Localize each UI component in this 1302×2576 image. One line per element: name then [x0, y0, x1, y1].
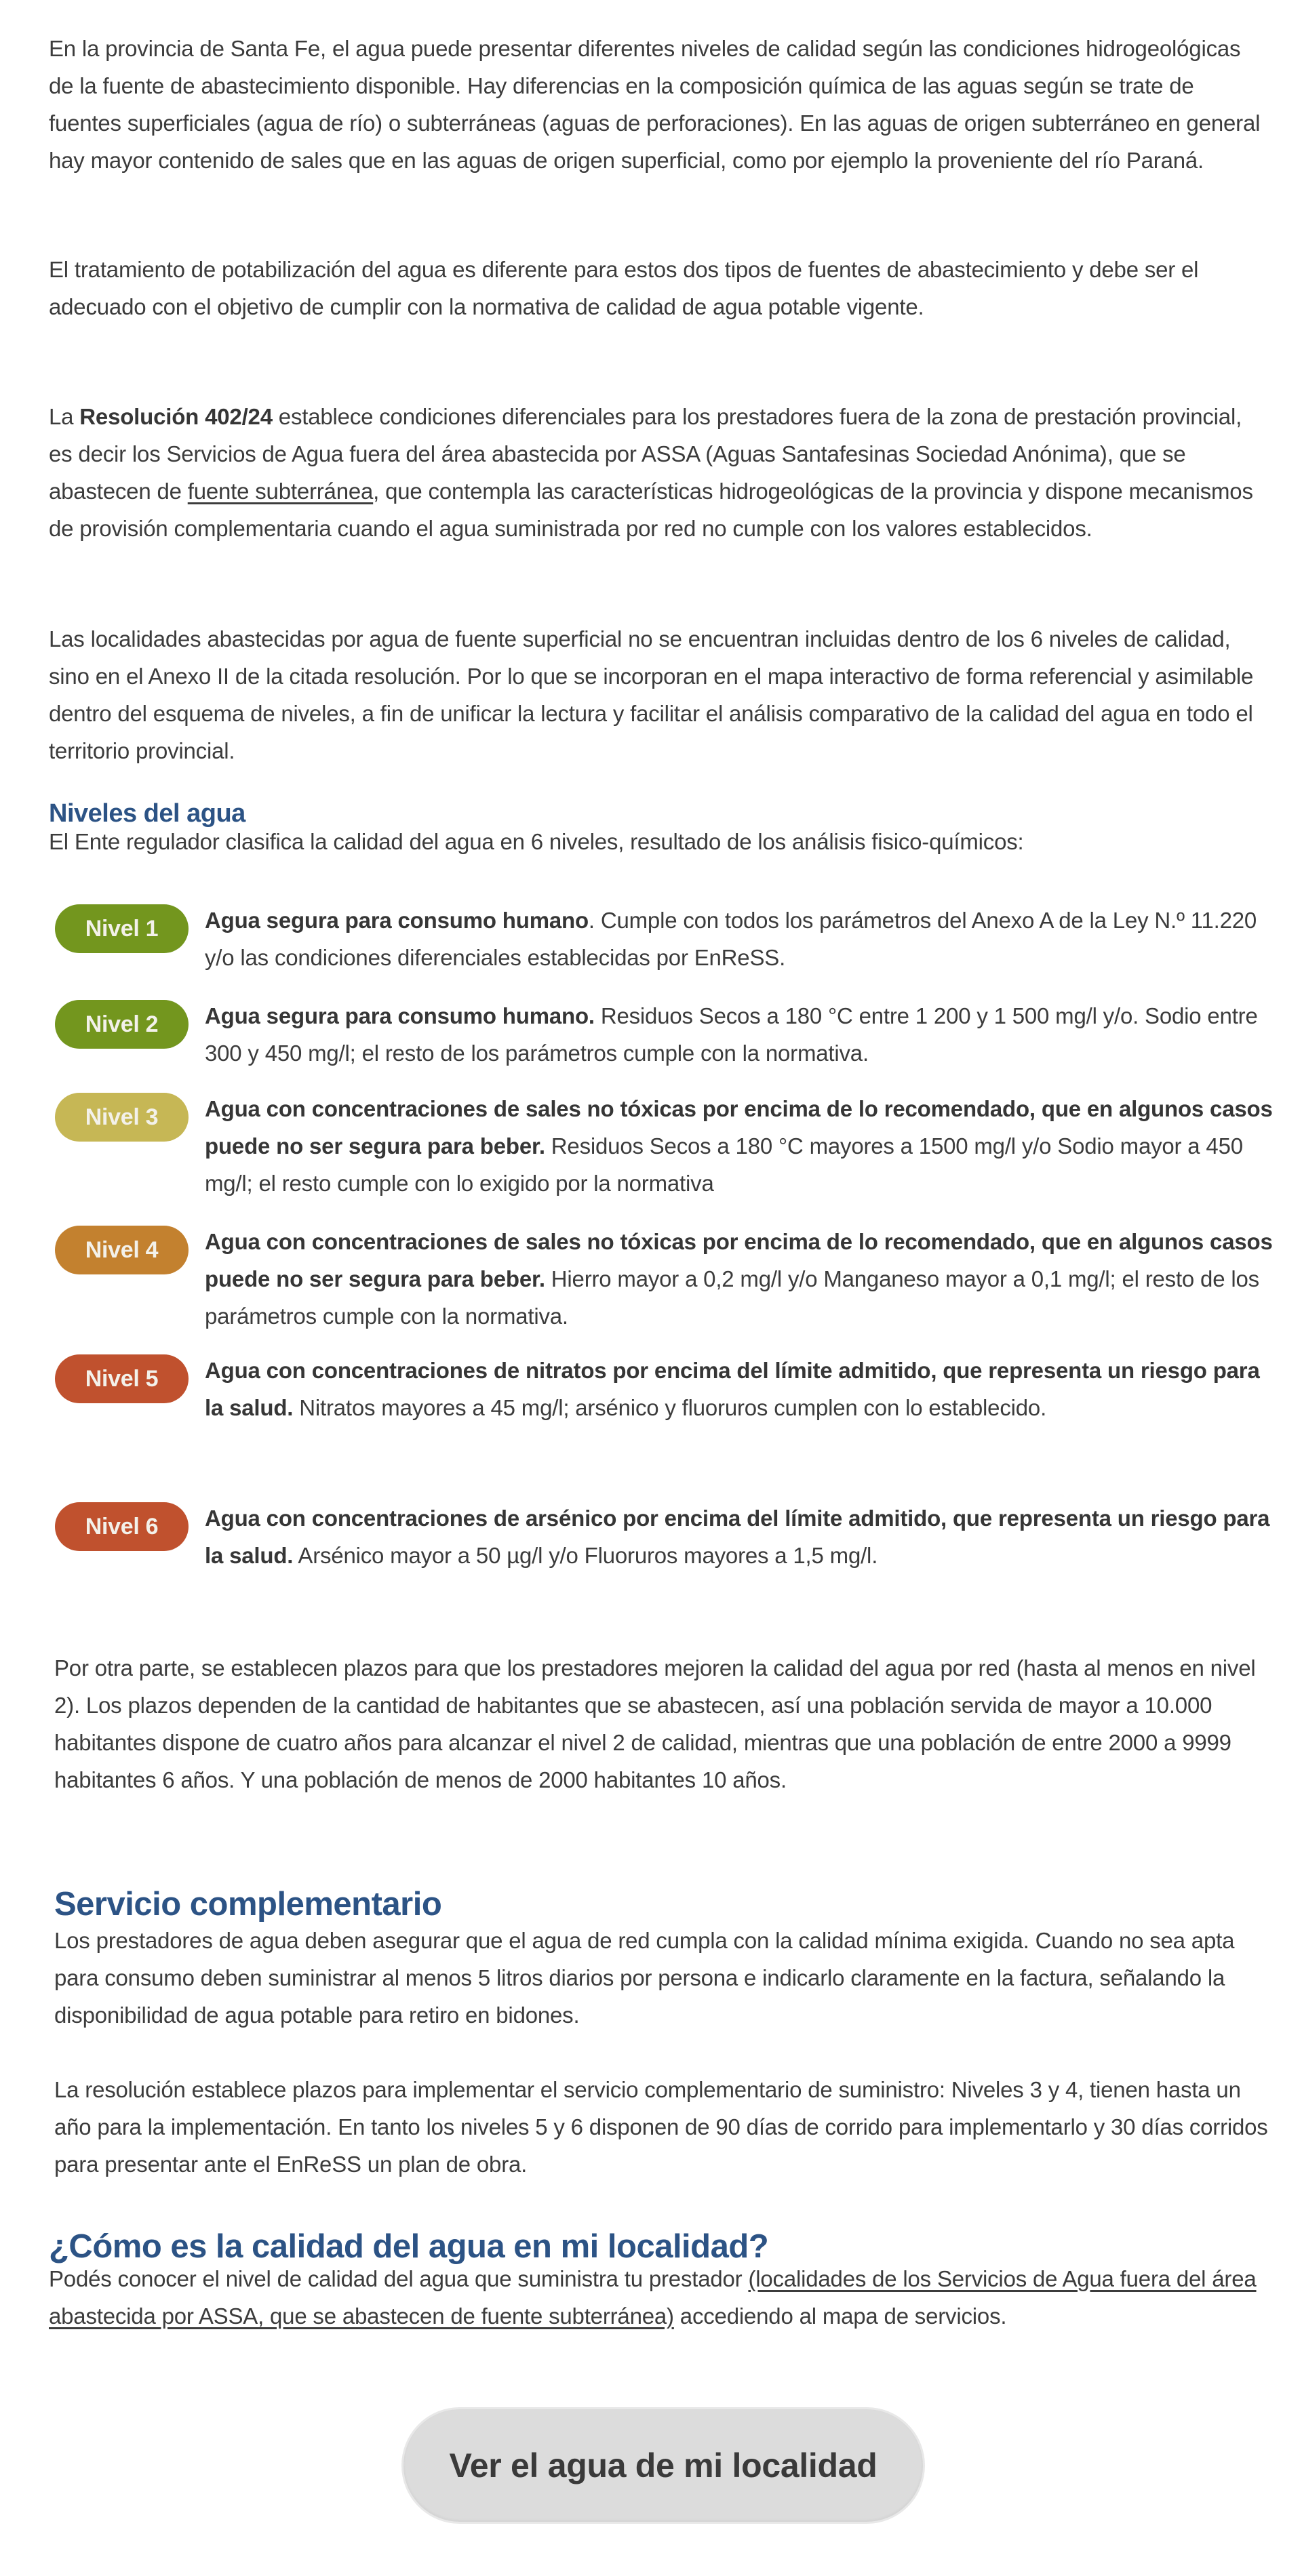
- resolution-paragraph: [49, 398, 1269, 547]
- level-description: [205, 902, 1273, 976]
- ver-agua-localidad-button[interactable]: Ver el agua de mi localidad: [401, 2407, 925, 2524]
- level-description: [205, 1352, 1273, 1426]
- localidades-servicios-link[interactable]: (localidades de los Servicios de Agua fuera del área abastecida por ASSA, que se abastecen de fuente subterránea): [49, 2266, 1257, 2329]
- level-detail: Residuos Secos a 180 °C entre 1 200 y 1 500 mg/l y/o. Sodio entre 300 y 450 mg/l; el resto de los parámetros cumple con la normativa.: [205, 1003, 1258, 1066]
- level-detail: Hierro mayor a 0,2 mg/l y/o Manganeso mayor a 0,1 mg/l; el resto de los parámetros cumple con la normativa.: [205, 1266, 1259, 1329]
- level-title: Agua con concentraciones de sales no tóxicas por encima de lo recomendado, que en algunos casos puede no ser segura para beber.: [205, 1096, 1273, 1159]
- localidad-heading: ¿Cómo es la calidad del agua en mi localidad?: [49, 2228, 769, 2265]
- level-title: Agua segura para consumo humano.: [205, 1003, 595, 1028]
- level-detail: Residuos Secos a 180 °C mayores a 1500 mg/l y/o Sodio mayor a 450 mg/l; el resto cumple con lo exigido por la normativa: [205, 1133, 1243, 1196]
- resolution-post: , que contempla las características hidrogeológicas de la provincia y dispone mecanismos de provisión complementaria cuando el agua suministrada por red no cumple con los valores establecidos.: [49, 479, 1253, 541]
- niveles-heading: Niveles del agua: [49, 799, 245, 828]
- level-title: Agua con concentraciones de nitratos por encima del límite admitido, que representa un riesgo para la salud.: [205, 1358, 1260, 1420]
- level-detail: . Cumple con todos los parámetros del Anexo A de la Ley N.º 11.220 y/o las condiciones diferenciales establecidas por EnReSS.: [205, 908, 1257, 970]
- resolution-name: Resolución 402/24: [79, 404, 273, 429]
- level-description: [205, 1500, 1273, 1574]
- servicio-paragraph-2: La resolución establece plazos para implementar el servicio complementario de suministro: Niveles 3 y 4, tienen hasta un año para la implementación. En tanto los niveles 5 y 6 disponen de 90 días de corrido para implementarlo y 30 días corridos para presentar ante el EnReSS un plan de obra.: [54, 2077, 1268, 2177]
- level-title: Agua con concentraciones de arsénico por encima del límite admitido, que representa un riesgo para la salud.: [205, 1506, 1270, 1568]
- level-badge: Nivel 4: [55, 1226, 189, 1274]
- localidad-pre: Podés conocer el nivel de calidad del agua que suministra tu prestador: [49, 2266, 749, 2291]
- level-description: [205, 1223, 1273, 1335]
- level-badge: Nivel 1: [55, 904, 189, 953]
- fuente-subterranea-link[interactable]: fuente subterránea: [187, 479, 374, 504]
- level-badge: Nivel 5: [55, 1354, 189, 1403]
- niveles-intro: El Ente regulador clasifica la calidad del agua en 6 niveles, resultado de los análisis fisico-químicos:: [49, 829, 1024, 854]
- servicio-paragraph-1: Los prestadores de agua deben asegurar que el agua de red cumpla con la calidad mínima exigida. Cuando no sea apta para consumo deben suministrar al menos 5 litros diarios por persona e indicarlo claramente en la factura, señalando la disponibilidad de agua potable para retiro en bidones.: [54, 1928, 1235, 2028]
- level-badge: Nivel 6: [55, 1502, 189, 1551]
- level-badge: Nivel 3: [55, 1093, 189, 1142]
- level-title: Agua segura para consumo humano: [205, 908, 589, 933]
- intro-paragraph-2: El tratamiento de potabilización del agua es diferente para estos dos tipos de fuentes de abastecimiento y debe ser el adecuado con el objetivo de cumplir con la normativa de calidad de agua potable vigente.: [49, 257, 1199, 319]
- intro-paragraph-1: En la provincia de Santa Fe, el agua puede presentar diferentes niveles de calidad según las condiciones hidrogeológicas de la fuente de abastecimiento disponible. Hay diferencias en la composición química de las aguas según se trate de fuentes superficiales (agua de río) o subterráneas (aguas de perforaciones). En las aguas de origen subterráneo en general hay mayor contenido de sales que en las aguas de origen superficial, como por ejemplo la proveniente del río Paraná.: [49, 36, 1261, 173]
- localidad-post: accediendo al mapa de servicios.: [673, 2303, 1007, 2329]
- servicio-heading: Servicio complementario: [54, 1886, 442, 1923]
- level-detail: Arsénico mayor a 50 µg/l y/o Fluoruros mayores a 1,5 mg/l.: [293, 1543, 878, 1568]
- level-description: [205, 1090, 1273, 1202]
- level-detail: Nitratos mayores a 45 mg/l; arsénico y fluoruros cumplen con lo establecido.: [293, 1395, 1047, 1420]
- intro-paragraph-4: Las localidades abastecidas por agua de fuente superficial no se encuentran incluidas dentro de los 6 niveles de calidad, sino en el Anexo II de la citada resolución. Por lo que se incorporan en el mapa interactivo de forma referencial y asimilable dentro del esquema de niveles, a fin de unificar la lectura y facilitar el análisis comparativo de la calidad del agua en todo el territorio provincial.: [49, 626, 1254, 763]
- level-badge: Nivel 2: [55, 1000, 189, 1049]
- resolution-mid: establece condiciones diferenciales para los prestadores fuera de la zona de prestación provincial, es decir los Servicios de Agua fuera del área abastecida por ASSA (Aguas Santafesinas Sociedad Anónima), que se abastecen de: [49, 404, 1242, 504]
- plazos-paragraph: Por otra parte, se establecen plazos para que los prestadores mejoren la calidad del agua por red (hasta al menos en nivel 2). Los plazos dependen de la cantidad de habitantes que se abastecen, así una población servida de mayor a 10.000 habitantes dispone de cuatro años para alcanzar el nivel 2 de calidad, mientras que una población de entre 2000 a 9999 habitantes 6 años. Y una población de menos de 2000 habitantes 10 años.: [54, 1655, 1256, 1792]
- localidad-paragraph: [49, 2260, 1269, 2335]
- level-description: [205, 997, 1273, 1072]
- level-title: Agua con concentraciones de sales no tóxicas por encima de lo recomendado, que en algunos casos puede no ser segura para beber.: [205, 1229, 1273, 1291]
- resolution-pre: La: [49, 404, 80, 429]
